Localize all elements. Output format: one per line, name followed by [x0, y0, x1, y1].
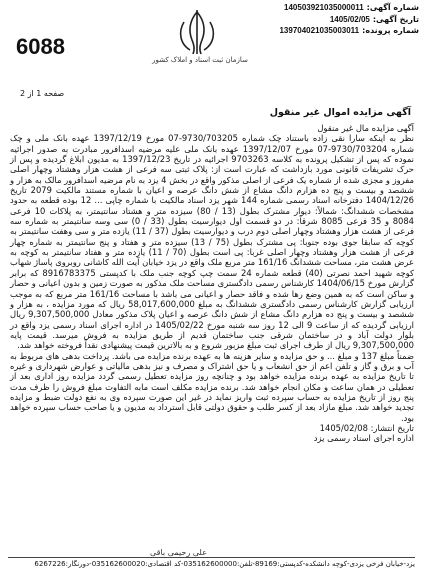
meta-label: شماره پرونده: — [362, 26, 419, 35]
notice-number: 6088 — [16, 34, 65, 59]
meta-row — [255, 25, 419, 37]
meta-value: 1405/02/05 — [329, 14, 370, 24]
meta-row — [255, 2, 419, 14]
issuing-office: اداره اجرای اسناد رسمی یزد — [313, 433, 414, 444]
body-paragraph: نظر به اینکه سارا نقی زاده باستناد چک شماره 9730/703205-07 مورخ 1397/12/19 عهده بانک ملی و چک شماره 9730/703204-07 مورخ 1397/12/07 عهده بانک ملی علیه مرضیه اسدافرور مبادرت به صدور اجرائیه نموده که پس از تشکیل پرونده به کلاسه 9703263 اجرائیه در تاریخ 1397/12/23 به مدیون ابلاغ گردیده و پس از حرک تشریفات قانونی مورد بازداشت که عبارت است از: پلاک ثبتی سه فرعی از هشت هزار وهشتاد وچهار اصلی مفروز و مجزی شده از شماره یک فرعی از اصلی مذکور واقع در بخش 4 یزد به نام مرضیه اسدافرور مالک به هزار و ششصد و بیست و پنج ده هزارم دانگ مشاع از شش دانگ عرصه و اعیان با شماره مستند مالکیت 2079 تاریخ 1404/12/26 دفترخانه اسناد رسمی شماره 144 شهر یزد اسناد مالکیت با شماره چاپی ... 12 بوده قطعه به حدود مشخصات ششدانگ: شمالاً: دیوار مشترک بطول (13 / 80) سیزده متر و هشتاد سانتیمتر، به پلاکات 10 فرعی 8084 و 35 فرعی 8085 شرقاً: در دو قسمت اول دیوارسیت بطول (33 / 0) سی وسه سانتیمتر به شماره سه فرعی از هشت هزار وهشتاد وچهار اصلی دوم درب و دیوارسیت بطول (37 / 11) یازده متر و سی وهفت سانتیمتر به کوچه که سابقا جوی بوده جنوبا: پی مشترک بطول (75 / 13) سیزده متر و هفتاد و پنج سانتیمتر به شماره چهار فرعی از هشت هزار وهشتاد وچهار اصلی غربا: پی است بطول (70 / 11) یازده متر و هفتاد سانتیمتر به کوچه به عرض هشت متر، مساحت ششدانگ 161/16 متر مربع ملک واقع در یزد خیابان آیت الله کاشانی روبروی پاساژ شهاب کوچه شهید احمد نصرتی (40) قطعه شماره 24 سمت چپ کوچه جنب ملک با کدپستی 8916783375 که برابر گزارش مورخ 1404/06/15 کارشناس رسمی دادگستری مساحت ملک مذکور به صورت زمین و بدون اعیانی و حصار و ساکن است که به همین وضع رها شده و فاقد حصار و اعیانی می باشد با مساحت 161/16 متر مربع که به موجب ارزیابی گزارش کارشناس رسمی دادگستری ششدانگ به مبلغ 58,017,600,000 ریال که مورد مزایده ، به هزار و ششصد و بیست و پنج ده هزارم دانگ مشاع از شش دانگ عرصه و اعیان پلاک مذکور معادل 9,307,500,000 ریال ارزیابی گردیده که از ساعت 9 الی 12 روز سه شنبه مورخ 1405/02/22 در اداره اجرای اسناد رسمی یزد واقع در بلوار دولت آباد و در ساختمان شرقی جنب ساختمان قدیم از طریق مزایده به فروش میرسد. قیمت پایه 9,307,500,000 ریال از طرف اجرای ثبت مبلغ مزبور شروع و به بالاترین قیمت پیشنهادی نقداً فروخته خواهد شد. — [10, 133, 415, 351]
notice-metadata — [255, 2, 419, 37]
document-title: آگهی مزایده اموال غیر منقول — [269, 107, 411, 118]
iran-emblem-icon — [160, 4, 234, 84]
signer-name: علی رحیمی باقی — [150, 548, 207, 557]
meta-value: 139704021035003011 — [279, 26, 360, 35]
page-indicator: صفحه 1 از 2 — [20, 89, 65, 98]
footer-divider — [8, 557, 415, 558]
meta-label: شماره آگهی: — [366, 3, 419, 12]
document-body — [10, 123, 414, 444]
footer-address: یزد-خیابان فرخی یزدی-کوچه دانشکده-کدپستی:89169-تلفن:035162600000-کد اقتصادی:035162600020-دورنگار:6267226 — [34, 560, 415, 568]
org-name: سازمان ثبت اسناد و املاک کشور — [152, 56, 248, 64]
body-paragraph: ضمناً مبلغ 137 و مبلغ ... و حق مزایده و سایر هزینه ها به عهده برنده مزایده می باشد. پرداخت بدهی های مربوط به آب و برق و گاز و تلفن اعم از حق انشعاب و یا حق اشتراک و مصرف و نیز بدهی مالیاتی و عوارض شهرداری و غیره تا تاریخ مزایده به عهده برنده مزایده خواهد بود و چنانچه روز مزایده تعطیل رسمی گردد مزایده روز اداری بعد از تعطیلی در همان ساعت و مکان انجام خواهد شد. برنده مزایده مکلف است مابه التفاوت مبلغ فروش را ظرف مدت پنج روز از تاریخ مزایده به حساب سپرده ثبت واریز نماید در غیر این صورت سپرده وی به نفع دولت ضبط و مزایده تجدید خواهد شد. مبلغ مازاد بعد از کسر طلب و حقوق دولتی قابل استرداد به مدیون و یا صاحب حساب سپرده خواهد بود. — [10, 350, 414, 423]
publish-date: تاریخ انتشار: 1405/02/08 — [319, 422, 414, 433]
body-heading: آگهی مزایده مال غیر منقول — [317, 123, 414, 133]
meta-row — [255, 14, 419, 26]
meta-label: تاریخ آگهی: — [372, 14, 419, 24]
meta-value: 140503921035000011 — [284, 3, 364, 12]
